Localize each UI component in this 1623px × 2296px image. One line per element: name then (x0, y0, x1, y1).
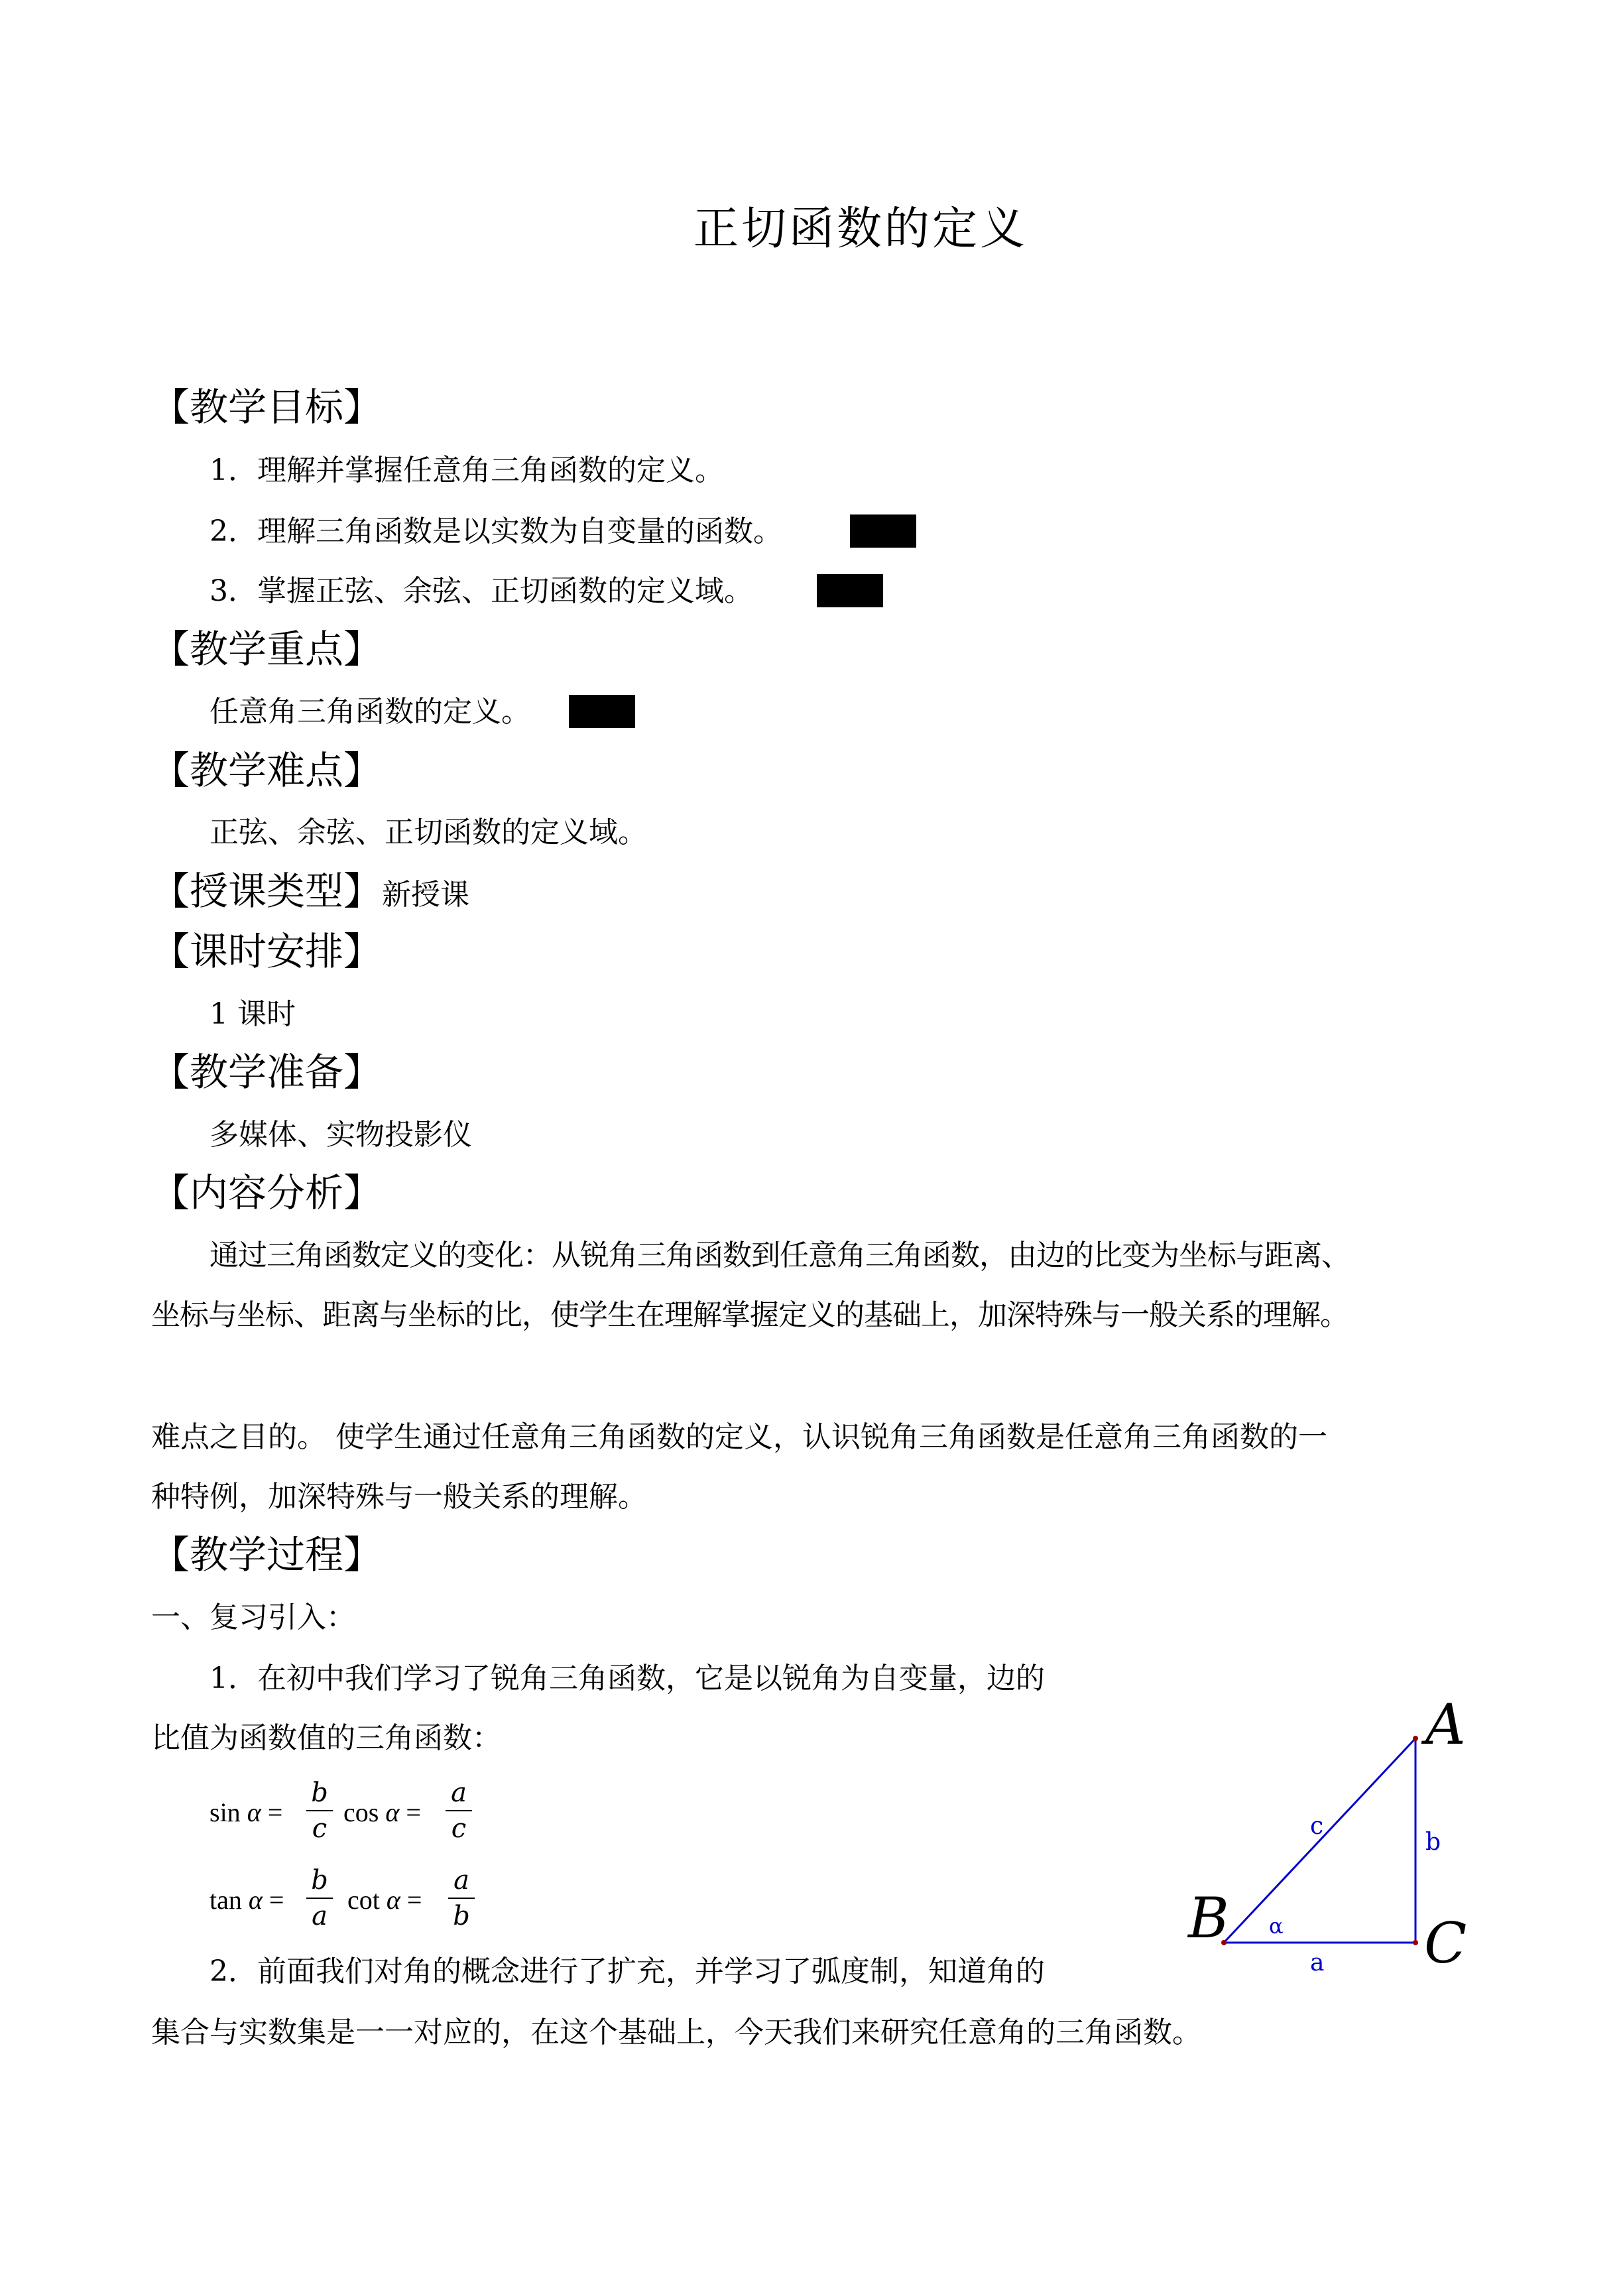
sin-denominator: c (312, 1813, 328, 1844)
formula-sin (210, 1799, 282, 1826)
fraction-bar (306, 1898, 333, 1899)
formula-cos (343, 1799, 421, 1826)
process-p2-line2: 集合与实数集是一一对应的，在这个基础上，今天我们来研究任意角的三角函数。 (151, 2016, 1201, 2049)
side-c-label: c (1310, 1813, 1324, 1840)
objectives-header: 【教学目标】 (151, 385, 383, 430)
content-analysis-header: 【内容分析】 (151, 1170, 383, 1215)
tan-numerator: b (311, 1865, 328, 1896)
tan-denominator: a (312, 1901, 328, 1931)
process-p1-line2: 比值为函数值的三角函数： (151, 1721, 501, 1755)
formula-cot (347, 1887, 422, 1913)
objective-item-3: 3．掌握正弦、余弦、正切函数的定义域。 (210, 574, 753, 608)
process-p2-line1: 2．前面我们对角的概念进行了扩充，并学习了弧度制，知道角的 (210, 1955, 1045, 1988)
cot-fraction (448, 1867, 475, 1929)
vertex-c-label: C (1424, 1911, 1467, 1976)
content-analysis-para2-line1: 难点之目的。 使学生通过任意角三角函数的定义，认识锐角三角函数是任意角三角函数的一 (151, 1420, 1327, 1454)
content-analysis-para1-line2: 坐标与坐标、距离与坐标的比，使学生在理解掌握定义的基础上，加深特殊与一般关系的理解。 (151, 1298, 1349, 1332)
objective-item-2: 2．理解三角函数是以实数为自变量的函数。 (210, 514, 782, 548)
alpha-symbol: α (247, 1797, 261, 1827)
objective-item-1: 1．理解并掌握任意角三角函数的定义。 (210, 453, 724, 487)
preparation-text: 多媒体、实物投影仪 (210, 1118, 472, 1152)
redaction-block (817, 574, 883, 607)
content-analysis-para2-line2: 种特例，加深特殊与一般关系的理解。 (151, 1480, 647, 1514)
cos-denominator: c (451, 1813, 467, 1844)
formula-tan (210, 1887, 284, 1913)
vertex-b-label: B (1188, 1886, 1229, 1951)
alpha-symbol: α (385, 1797, 400, 1827)
fraction-bar (446, 1810, 472, 1811)
cot-denominator: b (453, 1901, 470, 1931)
process-header: 【教学过程】 (151, 1532, 383, 1577)
sin-fraction (306, 1780, 333, 1842)
lesson-type-label: 【授课类型】 (151, 869, 383, 914)
preparation-header: 【教学准备】 (151, 1050, 383, 1095)
alpha-symbol: α (248, 1885, 263, 1915)
key-points-text: 任意角三角函数的定义。 (210, 695, 530, 729)
key-points-header: 【教学重点】 (151, 627, 383, 672)
cot-label: cot (347, 1885, 380, 1915)
vertex-point (1413, 1940, 1418, 1945)
cos-fraction (446, 1780, 472, 1842)
cos-label: cos (343, 1797, 379, 1827)
equals-sign: = (267, 1797, 283, 1827)
hypotenuse-line (1224, 1738, 1415, 1943)
sin-numerator: b (311, 1778, 328, 1808)
redaction-block (850, 514, 916, 548)
difficulties-header: 【教学难点】 (151, 748, 383, 793)
lesson-type-header (151, 869, 470, 914)
angle-alpha-label: α (1269, 1913, 1284, 1939)
lesson-type-value: 新授课 (382, 878, 470, 912)
vertex-point (1413, 1736, 1418, 1741)
process-p1-line1: 1．在初中我们学习了锐角三角函数，它是以锐角为自变量，边的 (210, 1662, 1045, 1695)
fraction-bar (448, 1898, 475, 1899)
side-a-label: a (1310, 1949, 1325, 1976)
process-sub1: 一、复习引入： (151, 1601, 355, 1634)
equals-sign: = (269, 1885, 284, 1915)
schedule-text: 1 课时 (210, 997, 296, 1031)
tan-label: tan (210, 1885, 242, 1915)
difficulties-text: 正弦、余弦、正切函数的定义域。 (210, 816, 647, 849)
alpha-symbol: α (386, 1885, 400, 1915)
equals-sign: = (406, 1885, 422, 1915)
sin-label: sin (210, 1797, 241, 1827)
equals-sign: = (406, 1797, 421, 1827)
redaction-block (569, 695, 635, 728)
cot-numerator: a (453, 1865, 469, 1896)
tan-fraction (306, 1867, 333, 1929)
schedule-header: 【课时安排】 (151, 929, 383, 974)
content-analysis-para1-line1: 通过三角函数定义的变化：从锐角三角函数到任意角三角函数，由边的比变为坐标与距离、 (210, 1239, 1350, 1272)
fraction-bar (306, 1810, 333, 1811)
cos-numerator: a (451, 1778, 467, 1808)
vertex-a-label: A (1425, 1692, 1466, 1757)
page-title: 正切函数的定义 (693, 203, 1028, 255)
right-triangle-diagram (1180, 1684, 1485, 1982)
side-b-label: b (1425, 1829, 1441, 1856)
